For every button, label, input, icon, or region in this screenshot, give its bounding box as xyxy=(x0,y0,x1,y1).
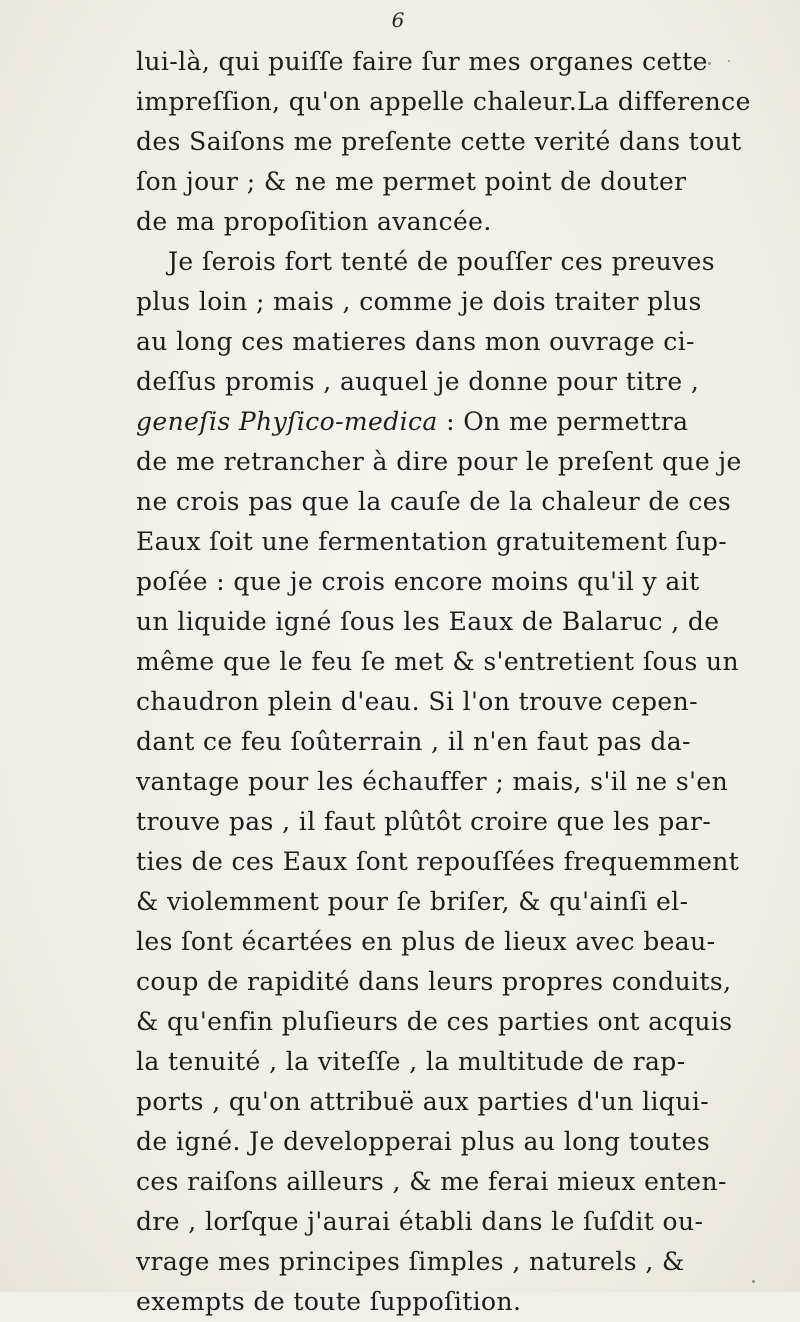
text-line: même que le feu ſe met & s'entretient ſous un xyxy=(136,647,740,676)
text-line: de me retrancher à dire pour le preſent que je xyxy=(136,447,742,476)
text-line: & qu'enfin pluſieurs de ces parties ont acquis xyxy=(136,1007,733,1036)
text-line: ces raiſons ailleurs , & me ferai mieux enten- xyxy=(136,1167,727,1196)
text-line: vrage mes principes ſimples , naturels , & xyxy=(136,1247,685,1276)
text-line: dre , lorſque j'aurai établi dans le ſuſdit ou- xyxy=(136,1207,704,1236)
text-line: lui-là, qui puiſſe faire ſur mes organes cette xyxy=(136,47,708,76)
text-line: dant ce feu ſoûterrain , il n'en faut pas da- xyxy=(136,727,691,756)
text-segment: : On me permettra xyxy=(437,407,689,436)
text-line: trouve pas , il faut plûtôt croire que les par- xyxy=(136,807,712,836)
text-line: des Saiſons me preſente cette verité dans tout xyxy=(136,127,742,156)
text-line-with-title xyxy=(136,402,756,442)
text-line: de ma propoſition avancée. xyxy=(136,207,492,236)
text-line: impreſſion, qu'on appelle chaleur.La difference xyxy=(136,87,751,116)
body-text xyxy=(136,42,756,1322)
text-line: un liquide igné ſous les Eaux de Balaruc , de xyxy=(136,607,720,636)
text-line: au long ces matieres dans mon ouvrage ci- xyxy=(136,327,695,356)
text-line: ties de ces Eaux ſont repouſſées frequemment xyxy=(136,847,740,876)
text-line: coup de rapidité dans leurs propres conduits, xyxy=(136,967,732,996)
text-line: les ſont écartées en plus de lieux avec beau- xyxy=(136,927,716,956)
ink-speck xyxy=(708,62,711,65)
text-line: ports , qu'on attribuë aux parties d'un liqui- xyxy=(136,1087,710,1116)
paragraph-start-line: Je ſerois fort tenté de pouſſer ces preuves xyxy=(168,247,716,276)
text-line: deſſus promis , auquel je donne pour titre , xyxy=(136,367,700,396)
text-line: ne crois pas que la cauſe de la chaleur de ces xyxy=(136,487,732,516)
text-line: ſon jour ; & ne me permet point de douter xyxy=(136,167,687,196)
ink-speck xyxy=(752,1280,755,1283)
text-line: vantage pour les échauffer ; mais, s'il ne s'en xyxy=(136,767,729,796)
text-line: & violemment pour ſe briſer, & qu'ainſi el- xyxy=(136,887,689,916)
book-title-italic: geneſis Phyſico-medica xyxy=(136,407,438,436)
text-line: plus loin ; mais , comme je dois traiter plus xyxy=(136,287,702,316)
text-line: chaudron plein d'eau. Si l'on trouve cepen- xyxy=(136,687,698,716)
text-line: de igné. Je developperai plus au long toutes xyxy=(136,1127,711,1156)
text-line: Eaux ſoit une fermentation gratuitement ſup- xyxy=(136,527,728,556)
text-line: la tenuité , la viteſſe , la multitude de rap- xyxy=(136,1047,686,1076)
text-line: poſée : que je crois encore moins qu'il y ait xyxy=(136,567,700,596)
ink-speck xyxy=(728,60,730,62)
text-line: exempts de toute ſuppoſition. xyxy=(136,1287,522,1316)
page-number: 6 xyxy=(391,8,405,32)
